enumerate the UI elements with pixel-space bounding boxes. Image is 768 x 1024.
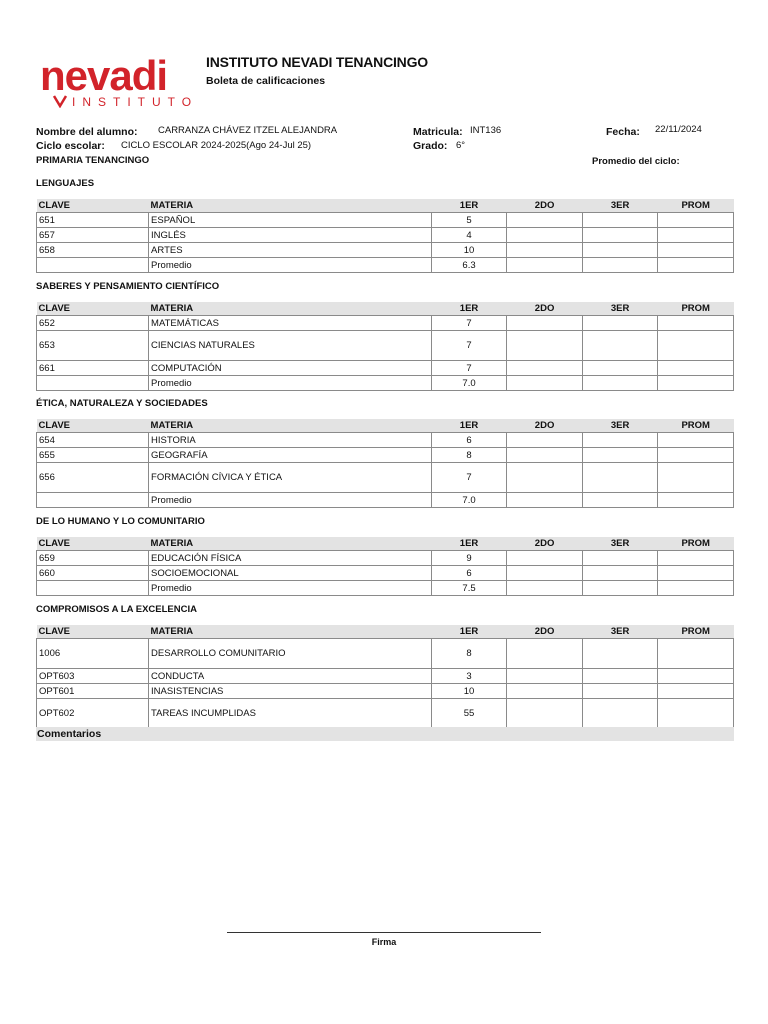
column-header: 3ER xyxy=(582,419,658,433)
grades-table xyxy=(36,419,734,508)
cell-materia: CONDUCTA xyxy=(149,669,432,684)
cell-p3 xyxy=(582,376,658,391)
cell-prom xyxy=(658,684,734,699)
cell-p3 xyxy=(582,258,658,273)
column-header: 2DO xyxy=(507,625,583,639)
column-header: 1ER xyxy=(431,625,507,639)
cell-p2 xyxy=(507,448,583,463)
subject-row xyxy=(37,433,734,448)
subject-row xyxy=(37,331,734,361)
cell-p2 xyxy=(507,228,583,243)
column-header: MATERIA xyxy=(149,199,432,213)
cell-p2 xyxy=(507,376,583,391)
subject-row xyxy=(37,566,734,581)
column-header: PROM xyxy=(658,199,734,213)
average-row xyxy=(37,258,734,273)
cell-prom xyxy=(658,331,734,361)
section-title: SABERES Y PENSAMIENTO CIENTÍFICO xyxy=(36,281,220,292)
cell-prom xyxy=(658,566,734,581)
cell-p3 xyxy=(582,228,658,243)
cell-p3 xyxy=(582,213,658,228)
column-header: CLAVE xyxy=(37,625,149,639)
subject-row xyxy=(37,639,734,669)
grades-table xyxy=(36,625,734,729)
cell-p3 xyxy=(582,581,658,596)
grade-section xyxy=(36,515,734,596)
cell-prom xyxy=(658,551,734,566)
logo-wordmark: nevadi xyxy=(40,56,168,99)
cell-p1: 8 xyxy=(431,448,507,463)
cell-p2 xyxy=(507,433,583,448)
subject-row xyxy=(37,228,734,243)
cell-prom xyxy=(658,581,734,596)
cell-p1: 5 xyxy=(431,213,507,228)
school-title: INSTITUTO NEVADI TENANCINGO xyxy=(206,54,428,70)
cell-materia: ARTES xyxy=(149,243,432,258)
cell-materia: GEOGRAFÍA xyxy=(149,448,432,463)
average-row xyxy=(37,581,734,596)
cell-p2 xyxy=(507,639,583,669)
cell-p3 xyxy=(582,243,658,258)
cell-p2 xyxy=(507,684,583,699)
school-cycle-label: Ciclo escolar: xyxy=(36,140,105,152)
grades-table xyxy=(36,199,734,273)
column-header: 3ER xyxy=(582,199,658,213)
cell-p2 xyxy=(507,493,583,508)
cell-p1: 6.3 xyxy=(431,258,507,273)
cell-p2 xyxy=(507,669,583,684)
cell-prom xyxy=(658,243,734,258)
cell-prom xyxy=(658,213,734,228)
column-header: 1ER xyxy=(431,537,507,551)
subject-row xyxy=(37,463,734,493)
cell-clave: OPT601 xyxy=(37,684,149,699)
cell-p2 xyxy=(507,243,583,258)
cell-p1: 7.0 xyxy=(431,493,507,508)
cell-prom xyxy=(658,448,734,463)
column-header: CLAVE xyxy=(37,537,149,551)
column-header: 2DO xyxy=(507,302,583,316)
column-header: CLAVE xyxy=(37,419,149,433)
column-header: 1ER xyxy=(431,419,507,433)
cell-p2 xyxy=(507,581,583,596)
subject-row xyxy=(37,551,734,566)
cell-clave xyxy=(37,581,149,596)
cell-p3 xyxy=(582,551,658,566)
student-id-label: Matricula: xyxy=(413,126,463,138)
column-header: 1ER xyxy=(431,199,507,213)
cell-p3 xyxy=(582,448,658,463)
cell-prom xyxy=(658,493,734,508)
cell-prom xyxy=(658,316,734,331)
cell-p3 xyxy=(582,463,658,493)
cell-clave: 657 xyxy=(37,228,149,243)
cell-p1: 10 xyxy=(431,243,507,258)
section-title: DE LO HUMANO Y LO COMUNITARIO xyxy=(36,516,205,527)
cell-materia: INGLÉS xyxy=(149,228,432,243)
date-label: Fecha: xyxy=(606,126,640,138)
column-header: PROM xyxy=(658,302,734,316)
cell-materia: ESPAÑOL xyxy=(149,213,432,228)
grade-section xyxy=(36,397,734,508)
subject-row xyxy=(37,316,734,331)
cell-p1: 4 xyxy=(431,228,507,243)
cell-p1: 3 xyxy=(431,669,507,684)
cell-clave: 655 xyxy=(37,448,149,463)
cell-p1: 7 xyxy=(431,316,507,331)
column-header: MATERIA xyxy=(149,302,432,316)
cell-p1: 8 xyxy=(431,639,507,669)
cell-p1: 55 xyxy=(431,699,507,729)
cell-p1: 7.5 xyxy=(431,581,507,596)
cell-p2 xyxy=(507,551,583,566)
cycle-average-label: Promedio del ciclo: xyxy=(592,156,680,167)
cell-clave: 656 xyxy=(37,463,149,493)
cell-p3 xyxy=(582,684,658,699)
cell-clave: 661 xyxy=(37,361,149,376)
grade-label: Grado: xyxy=(413,140,448,152)
cell-prom xyxy=(658,228,734,243)
cell-materia: Promedio xyxy=(149,258,432,273)
cell-p1: 9 xyxy=(431,551,507,566)
column-header: 3ER xyxy=(582,625,658,639)
signature-line xyxy=(227,932,541,933)
grades-table xyxy=(36,302,734,391)
cell-p3 xyxy=(582,316,658,331)
column-header: CLAVE xyxy=(37,199,149,213)
cell-materia: DESARROLLO COMUNITARIO xyxy=(149,639,432,669)
nevadi-logo xyxy=(40,56,200,108)
column-header: 3ER xyxy=(582,302,658,316)
section-title: COMPROMISOS A LA EXCELENCIA xyxy=(36,604,197,615)
cell-p2 xyxy=(507,361,583,376)
cell-materia: FORMACIÓN CÍVICA Y ÉTICA xyxy=(149,463,432,493)
cell-p1: 7 xyxy=(431,331,507,361)
cell-materia: TAREAS INCUMPLIDAS xyxy=(149,699,432,729)
cell-materia: CIENCIAS NATURALES xyxy=(149,331,432,361)
subject-row xyxy=(37,699,734,729)
cell-materia: MATEMÁTICAS xyxy=(149,316,432,331)
grades-table xyxy=(36,537,734,596)
cell-clave xyxy=(37,376,149,391)
column-header: 3ER xyxy=(582,537,658,551)
column-header: PROM xyxy=(658,625,734,639)
cell-materia: Promedio xyxy=(149,376,432,391)
cell-clave: OPT603 xyxy=(37,669,149,684)
cell-materia: INASISTENCIAS xyxy=(149,684,432,699)
cell-prom xyxy=(658,463,734,493)
signature-label: Firma xyxy=(371,937,397,947)
subject-row xyxy=(37,361,734,376)
cell-materia: SOCIOEMOCIONAL xyxy=(149,566,432,581)
cell-p2 xyxy=(507,258,583,273)
column-header: 2DO xyxy=(507,419,583,433)
cell-clave: 659 xyxy=(37,551,149,566)
cell-materia: Promedio xyxy=(149,581,432,596)
cell-p2 xyxy=(507,316,583,331)
logo-subtext: INSTITUTO xyxy=(72,95,199,108)
comments-header: Comentarios xyxy=(36,727,734,741)
subject-row xyxy=(37,243,734,258)
cell-prom xyxy=(658,669,734,684)
cell-p2 xyxy=(507,331,583,361)
grade-value: 6° xyxy=(456,140,466,151)
cell-clave: 660 xyxy=(37,566,149,581)
grade-section xyxy=(36,177,734,273)
column-header: MATERIA xyxy=(149,537,432,551)
cell-p3 xyxy=(582,331,658,361)
column-header: MATERIA xyxy=(149,419,432,433)
date-value: 22/11/2024 xyxy=(655,124,702,135)
grade-section xyxy=(36,280,734,391)
cell-p3 xyxy=(582,493,658,508)
average-row xyxy=(37,376,734,391)
cell-p2 xyxy=(507,463,583,493)
average-row xyxy=(37,493,734,508)
cell-prom xyxy=(658,361,734,376)
cell-p3 xyxy=(582,433,658,448)
cell-p2 xyxy=(507,699,583,729)
column-header: 2DO xyxy=(507,199,583,213)
subject-row xyxy=(37,684,734,699)
cell-p1: 6 xyxy=(431,566,507,581)
cell-prom xyxy=(658,433,734,448)
cell-prom xyxy=(658,639,734,669)
cell-p2 xyxy=(507,566,583,581)
cell-p3 xyxy=(582,699,658,729)
cell-p3 xyxy=(582,669,658,684)
cell-prom xyxy=(658,376,734,391)
school-cycle: CICLO ESCOLAR 2024-2025(Ago 24-Jul 25) xyxy=(121,140,312,151)
column-header: PROM xyxy=(658,419,734,433)
column-header: PROM xyxy=(658,537,734,551)
grade-section xyxy=(36,603,734,729)
cell-clave: 1006 xyxy=(37,639,149,669)
column-header: 2DO xyxy=(507,537,583,551)
cell-p1: 10 xyxy=(431,684,507,699)
student-name: CARRANZA CHÁVEZ ITZEL ALEJANDRA xyxy=(158,125,338,136)
column-header: MATERIA xyxy=(149,625,432,639)
cell-clave xyxy=(37,258,149,273)
cell-prom xyxy=(658,258,734,273)
cell-p3 xyxy=(582,639,658,669)
cell-clave: 653 xyxy=(37,331,149,361)
section-title: LENGUAJES xyxy=(36,178,95,189)
cell-clave: 652 xyxy=(37,316,149,331)
campus-name: PRIMARIA TENANCINGO xyxy=(36,155,150,166)
cell-prom xyxy=(658,699,734,729)
cell-p1: 7 xyxy=(431,361,507,376)
student-name-label: Nombre del alumno: xyxy=(36,126,138,138)
cell-materia: EDUCACIÓN FÍSICA xyxy=(149,551,432,566)
column-header: CLAVE xyxy=(37,302,149,316)
cell-clave: OPT602 xyxy=(37,699,149,729)
subject-row xyxy=(37,669,734,684)
cell-clave: 658 xyxy=(37,243,149,258)
column-header: 1ER xyxy=(431,302,507,316)
cell-p1: 7 xyxy=(431,463,507,493)
student-id: INT136 xyxy=(470,125,502,136)
cell-p1: 6 xyxy=(431,433,507,448)
section-title: ÉTICA, NATURALEZA Y SOCIEDADES xyxy=(36,398,208,409)
cell-materia: COMPUTACIÓN xyxy=(149,361,432,376)
cell-p3 xyxy=(582,361,658,376)
cell-p2 xyxy=(507,213,583,228)
document-subtitle: Boleta de calificaciones xyxy=(206,75,326,87)
cell-clave: 651 xyxy=(37,213,149,228)
cell-p3 xyxy=(582,566,658,581)
cell-materia: HISTORIA xyxy=(149,433,432,448)
cell-materia: Promedio xyxy=(149,493,432,508)
subject-row xyxy=(37,448,734,463)
subject-row xyxy=(37,213,734,228)
cell-clave: 654 xyxy=(37,433,149,448)
cell-p1: 7.0 xyxy=(431,376,507,391)
cell-clave xyxy=(37,493,149,508)
